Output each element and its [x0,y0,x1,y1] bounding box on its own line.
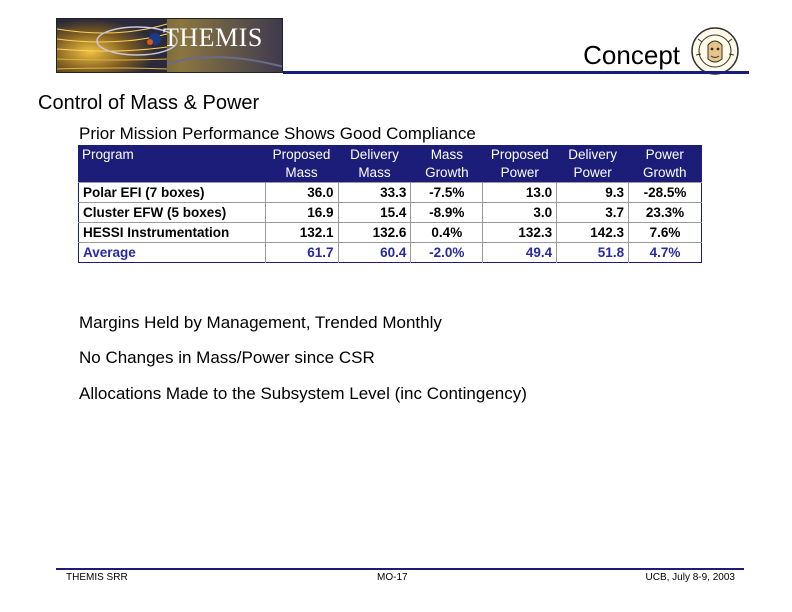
delivery-power: 3.7 [557,203,629,223]
program-name: HESSI Instrumentation [79,223,266,243]
slide-title: Concept [583,40,680,70]
power-growth: 4.7% [629,243,702,263]
col-header-mass-growth: Mass [411,146,483,165]
mass-growth: -7.5% [411,183,483,203]
average-row [79,243,702,263]
col-header-program-2 [79,164,266,183]
col-header-delivery-power-2: Power [557,164,629,183]
col-header-mass-growth-2: Growth [411,164,483,183]
col-header-proposed-mass-2: Mass [265,164,338,183]
delivery-mass: 60.4 [338,243,411,263]
mission-badge-icon [688,25,742,77]
proposed-power: 13.0 [483,183,557,203]
table-row [79,203,702,223]
col-header-proposed-mass: Proposed [265,146,338,165]
proposed-mass: 61.7 [265,243,338,263]
delivery-mass: 33.3 [338,183,411,203]
col-header-delivery-mass-2: Mass [338,164,411,183]
footer-rule [56,568,744,570]
table-caption: Prior Mission Performance Shows Good Compliance [79,124,476,143]
col-header-program: Program [79,146,266,165]
col-header-power-growth: Power [629,146,702,165]
delivery-power: 9.3 [557,183,629,203]
header-row-2 [79,164,702,183]
compliance-table [78,145,702,263]
power-growth: -28.5% [629,183,702,203]
proposed-mass: 132.1 [265,223,338,243]
delivery-mass: 132.6 [338,223,411,243]
col-header-delivery-power: Delivery [557,146,629,165]
col-header-proposed-power-2: Power [483,164,557,183]
bullet-margins: Margins Held by Management, Trended Monthly [79,313,442,332]
mass-growth: -2.0% [411,243,483,263]
proposed-power: 49.4 [483,243,557,263]
footer-center: MO-17 [377,572,408,583]
proposed-mass: 16.9 [265,203,338,223]
bullet-no-changes: No Changes in Mass/Power since CSR [79,348,375,367]
proposed-power: 132.3 [483,223,557,243]
col-header-proposed-power: Proposed [483,146,557,165]
logo-text: THEMIS [163,23,263,52]
delivery-power: 51.8 [557,243,629,263]
table-row [79,223,702,243]
mass-growth: -8.9% [411,203,483,223]
power-growth: 7.6% [629,223,702,243]
power-growth: 23.3% [629,203,702,223]
themis-logo [56,18,283,73]
bullet-allocations: Allocations Made to the Subsystem Level (inc Contingency) [79,384,527,403]
mass-growth: 0.4% [411,223,483,243]
delivery-mass: 15.4 [338,203,411,223]
footer-right: UCB, July 8-9, 2003 [645,572,735,583]
program-name: Average [79,243,266,263]
program-name: Polar EFI (7 boxes) [79,183,266,203]
header-rule [283,71,749,74]
delivery-power: 142.3 [557,223,629,243]
footer-left: THEMIS SRR [66,572,128,583]
col-header-delivery-mass: Delivery [338,146,411,165]
col-header-power-growth-2: Growth [629,164,702,183]
header-row [79,146,702,165]
proposed-mass: 36.0 [265,183,338,203]
main-heading: Control of Mass & Power [38,92,260,114]
proposed-power: 3.0 [483,203,557,223]
program-name: Cluster EFW (5 boxes) [79,203,266,223]
table-row [79,183,702,203]
